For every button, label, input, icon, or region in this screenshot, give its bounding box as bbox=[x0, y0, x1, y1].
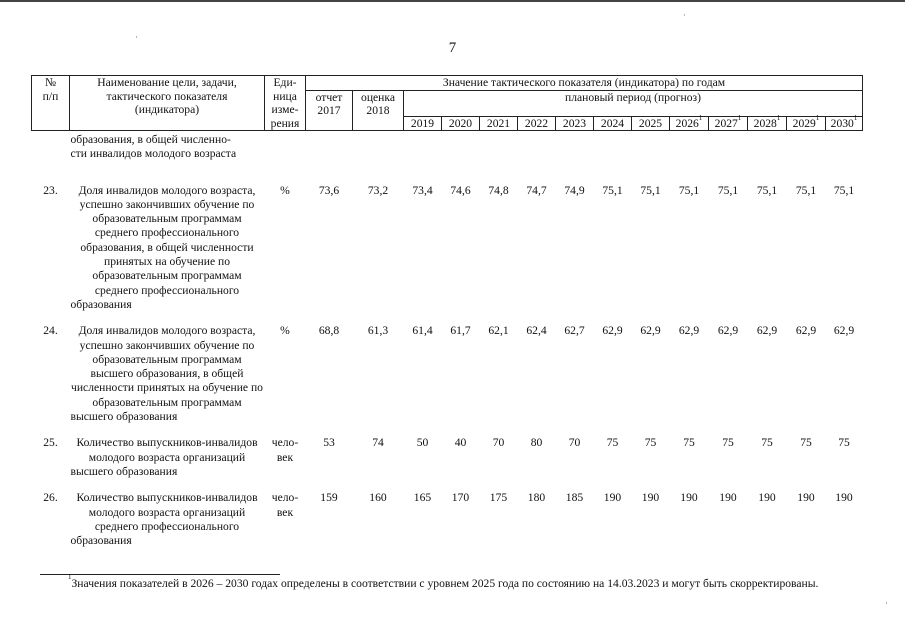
row-number: 24. bbox=[43, 324, 58, 338]
footnote-ref: 1 bbox=[698, 113, 703, 122]
value-cell: 175 bbox=[489, 491, 508, 505]
footnote-ref: 1 bbox=[737, 113, 742, 122]
value-cell: 62,4 bbox=[526, 324, 547, 338]
value-report-2017: 73,6 bbox=[318, 183, 340, 197]
value-cell: 74,7 bbox=[526, 183, 547, 197]
value-cell: 75,1 bbox=[795, 183, 817, 197]
value-cell: 62,9 bbox=[833, 324, 855, 338]
header-num: № п/п bbox=[32, 76, 70, 131]
header-year: 2022 bbox=[518, 116, 556, 131]
header-name: Наименование цели, задачи, тактического показателя (индикатора) bbox=[70, 76, 265, 131]
value-cell: 75 bbox=[722, 436, 734, 450]
value-cell: 75,1 bbox=[602, 183, 623, 197]
value-cell: 75,1 bbox=[678, 183, 700, 197]
value-cell: 40 bbox=[454, 436, 467, 450]
continuation-text: образования, в общей численно- сти инвалидов молодого возраста bbox=[70, 133, 237, 161]
page-top-border bbox=[0, 0, 905, 2]
footnote-ref: 1 bbox=[815, 113, 820, 122]
value-cell: 62,7 bbox=[564, 324, 585, 338]
value-cell: 74,9 bbox=[564, 183, 585, 197]
value-cell: 75 bbox=[644, 436, 657, 450]
indicator-name: Доля инвалидов молодого возраста, успешно закончивших обучение по образовательным программам высшего образования, в общей численности принятых на обучение по образовательным программам высшего образования bbox=[70, 324, 263, 424]
header-year: 2019 bbox=[404, 116, 442, 131]
header-year: 2025 bbox=[632, 116, 670, 131]
value-cell: 62,9 bbox=[678, 324, 700, 338]
value-estimate-2018: 61,3 bbox=[367, 324, 389, 338]
value-cell: 75,1 bbox=[756, 183, 778, 197]
value-cell: 165 bbox=[413, 491, 432, 505]
value-cell: 170 bbox=[451, 491, 470, 505]
value-report-2017: 53 bbox=[323, 436, 335, 450]
value-cell: 75 bbox=[606, 436, 619, 450]
table-row bbox=[32, 424, 863, 479]
header-year: 2023 bbox=[556, 116, 594, 131]
header-unit: Еди- ница изме- рения bbox=[265, 76, 306, 131]
value-cell: 190 bbox=[719, 491, 737, 505]
value-report-2017: 68,8 bbox=[318, 324, 340, 338]
table-row-continuation bbox=[32, 131, 863, 162]
value-cell: 190 bbox=[641, 491, 660, 505]
indicator-name: Доля инвалидов молодого возраста, успешно закончивших обучение по образовательным программам среднего профессионального образования, в общей численности принятых на обучение по образовательным программам среднего профессионального образования bbox=[70, 183, 256, 311]
header-values-group: Значение тактического показателя (индикатора) по годам bbox=[306, 76, 863, 91]
footnote-mark: 1 bbox=[68, 573, 72, 581]
indicator-name: Количество выпускников-инвалидов молодого возраста организаций высшего образования bbox=[70, 436, 258, 478]
table-row bbox=[32, 479, 863, 548]
header-estimate: оценка 2018 bbox=[353, 90, 404, 131]
table-row bbox=[32, 312, 863, 424]
indicator-name: Количество выпускников-инвалидов молодого возраста организаций среднего профессионального образования bbox=[70, 491, 258, 548]
footnote-ref: 1 bbox=[853, 113, 858, 122]
unit-cell: % bbox=[280, 324, 290, 338]
value-cell: 190 bbox=[758, 491, 776, 505]
table-row bbox=[32, 162, 863, 313]
unit-cell: чело-век bbox=[271, 491, 299, 519]
footnote-ref: 1 bbox=[776, 113, 781, 122]
value-cell: 50 bbox=[416, 436, 429, 450]
value-cell: 62,9 bbox=[756, 324, 778, 338]
value-cell: 190 bbox=[603, 491, 622, 505]
value-cell: 180 bbox=[527, 491, 546, 505]
value-estimate-2018: 73,2 bbox=[367, 183, 389, 197]
value-cell: 73,4 bbox=[412, 183, 433, 197]
header-year: 2024 bbox=[594, 116, 632, 131]
scan-speck: · bbox=[885, 598, 888, 608]
scan-speck: · bbox=[683, 10, 686, 20]
header-year: 2030$^1$ bbox=[826, 116, 863, 131]
value-cell: 61,7 bbox=[450, 324, 471, 338]
row-number: 25. bbox=[43, 436, 58, 450]
header-year: 2028$^1$ bbox=[748, 116, 787, 131]
page-number: 7 bbox=[448, 40, 457, 56]
header-year: 2021 bbox=[480, 116, 518, 131]
value-cell: 70 bbox=[568, 436, 581, 450]
header-year: 2020 bbox=[442, 116, 480, 131]
value-cell: 190 bbox=[680, 491, 698, 505]
header-plan-period: плановый период (прогноз) bbox=[404, 90, 863, 116]
value-estimate-2018: 74 bbox=[372, 436, 384, 450]
value-cell: 190 bbox=[797, 491, 815, 505]
value-cell: 75,1 bbox=[717, 183, 739, 197]
value-cell: 185 bbox=[565, 491, 584, 505]
unit-cell: чело-век bbox=[271, 436, 299, 464]
value-cell: 75 bbox=[838, 436, 850, 450]
footnote-divider bbox=[40, 574, 280, 575]
value-report-2017: 159 bbox=[320, 491, 338, 505]
value-cell: 80 bbox=[530, 436, 543, 450]
value-cell: 62,9 bbox=[717, 324, 739, 338]
value-cell: 190 bbox=[835, 491, 853, 505]
header-report: отчет 2017 bbox=[306, 90, 353, 131]
footnote bbox=[40, 573, 862, 592]
value-cell: 62,9 bbox=[795, 324, 817, 338]
row-number: 23. bbox=[43, 183, 58, 197]
value-cell: 75,1 bbox=[833, 183, 855, 197]
indicator-table bbox=[31, 75, 863, 548]
value-cell: 74,6 bbox=[450, 183, 471, 197]
value-cell: 75,1 bbox=[640, 183, 661, 197]
value-cell: 70 bbox=[492, 436, 505, 450]
value-cell: 75 bbox=[761, 436, 773, 450]
row-number: 26. bbox=[43, 491, 58, 505]
value-cell: 75 bbox=[800, 436, 812, 450]
value-cell: 75 bbox=[683, 436, 695, 450]
footnote-text: Значения показателей в 2026 – 2030 годах определены в соответствии с уровнем 2025 года по состоянию на 14.03.2023 и могут быть скорректированы. bbox=[71, 577, 819, 590]
value-cell: 62,9 bbox=[640, 324, 661, 338]
value-cell: 62,1 bbox=[488, 324, 509, 338]
header-year: 2029$^1$ bbox=[787, 116, 826, 131]
scan-speck: · bbox=[135, 32, 138, 42]
unit-cell: % bbox=[280, 183, 290, 197]
header-year: 2026$^1$ bbox=[670, 116, 709, 131]
value-estimate-2018: 160 bbox=[369, 491, 387, 505]
value-cell: 74,8 bbox=[488, 183, 509, 197]
header-year: 2027$^1$ bbox=[709, 116, 748, 131]
value-cell: 62,9 bbox=[602, 324, 623, 338]
value-cell: 61,4 bbox=[412, 324, 433, 338]
